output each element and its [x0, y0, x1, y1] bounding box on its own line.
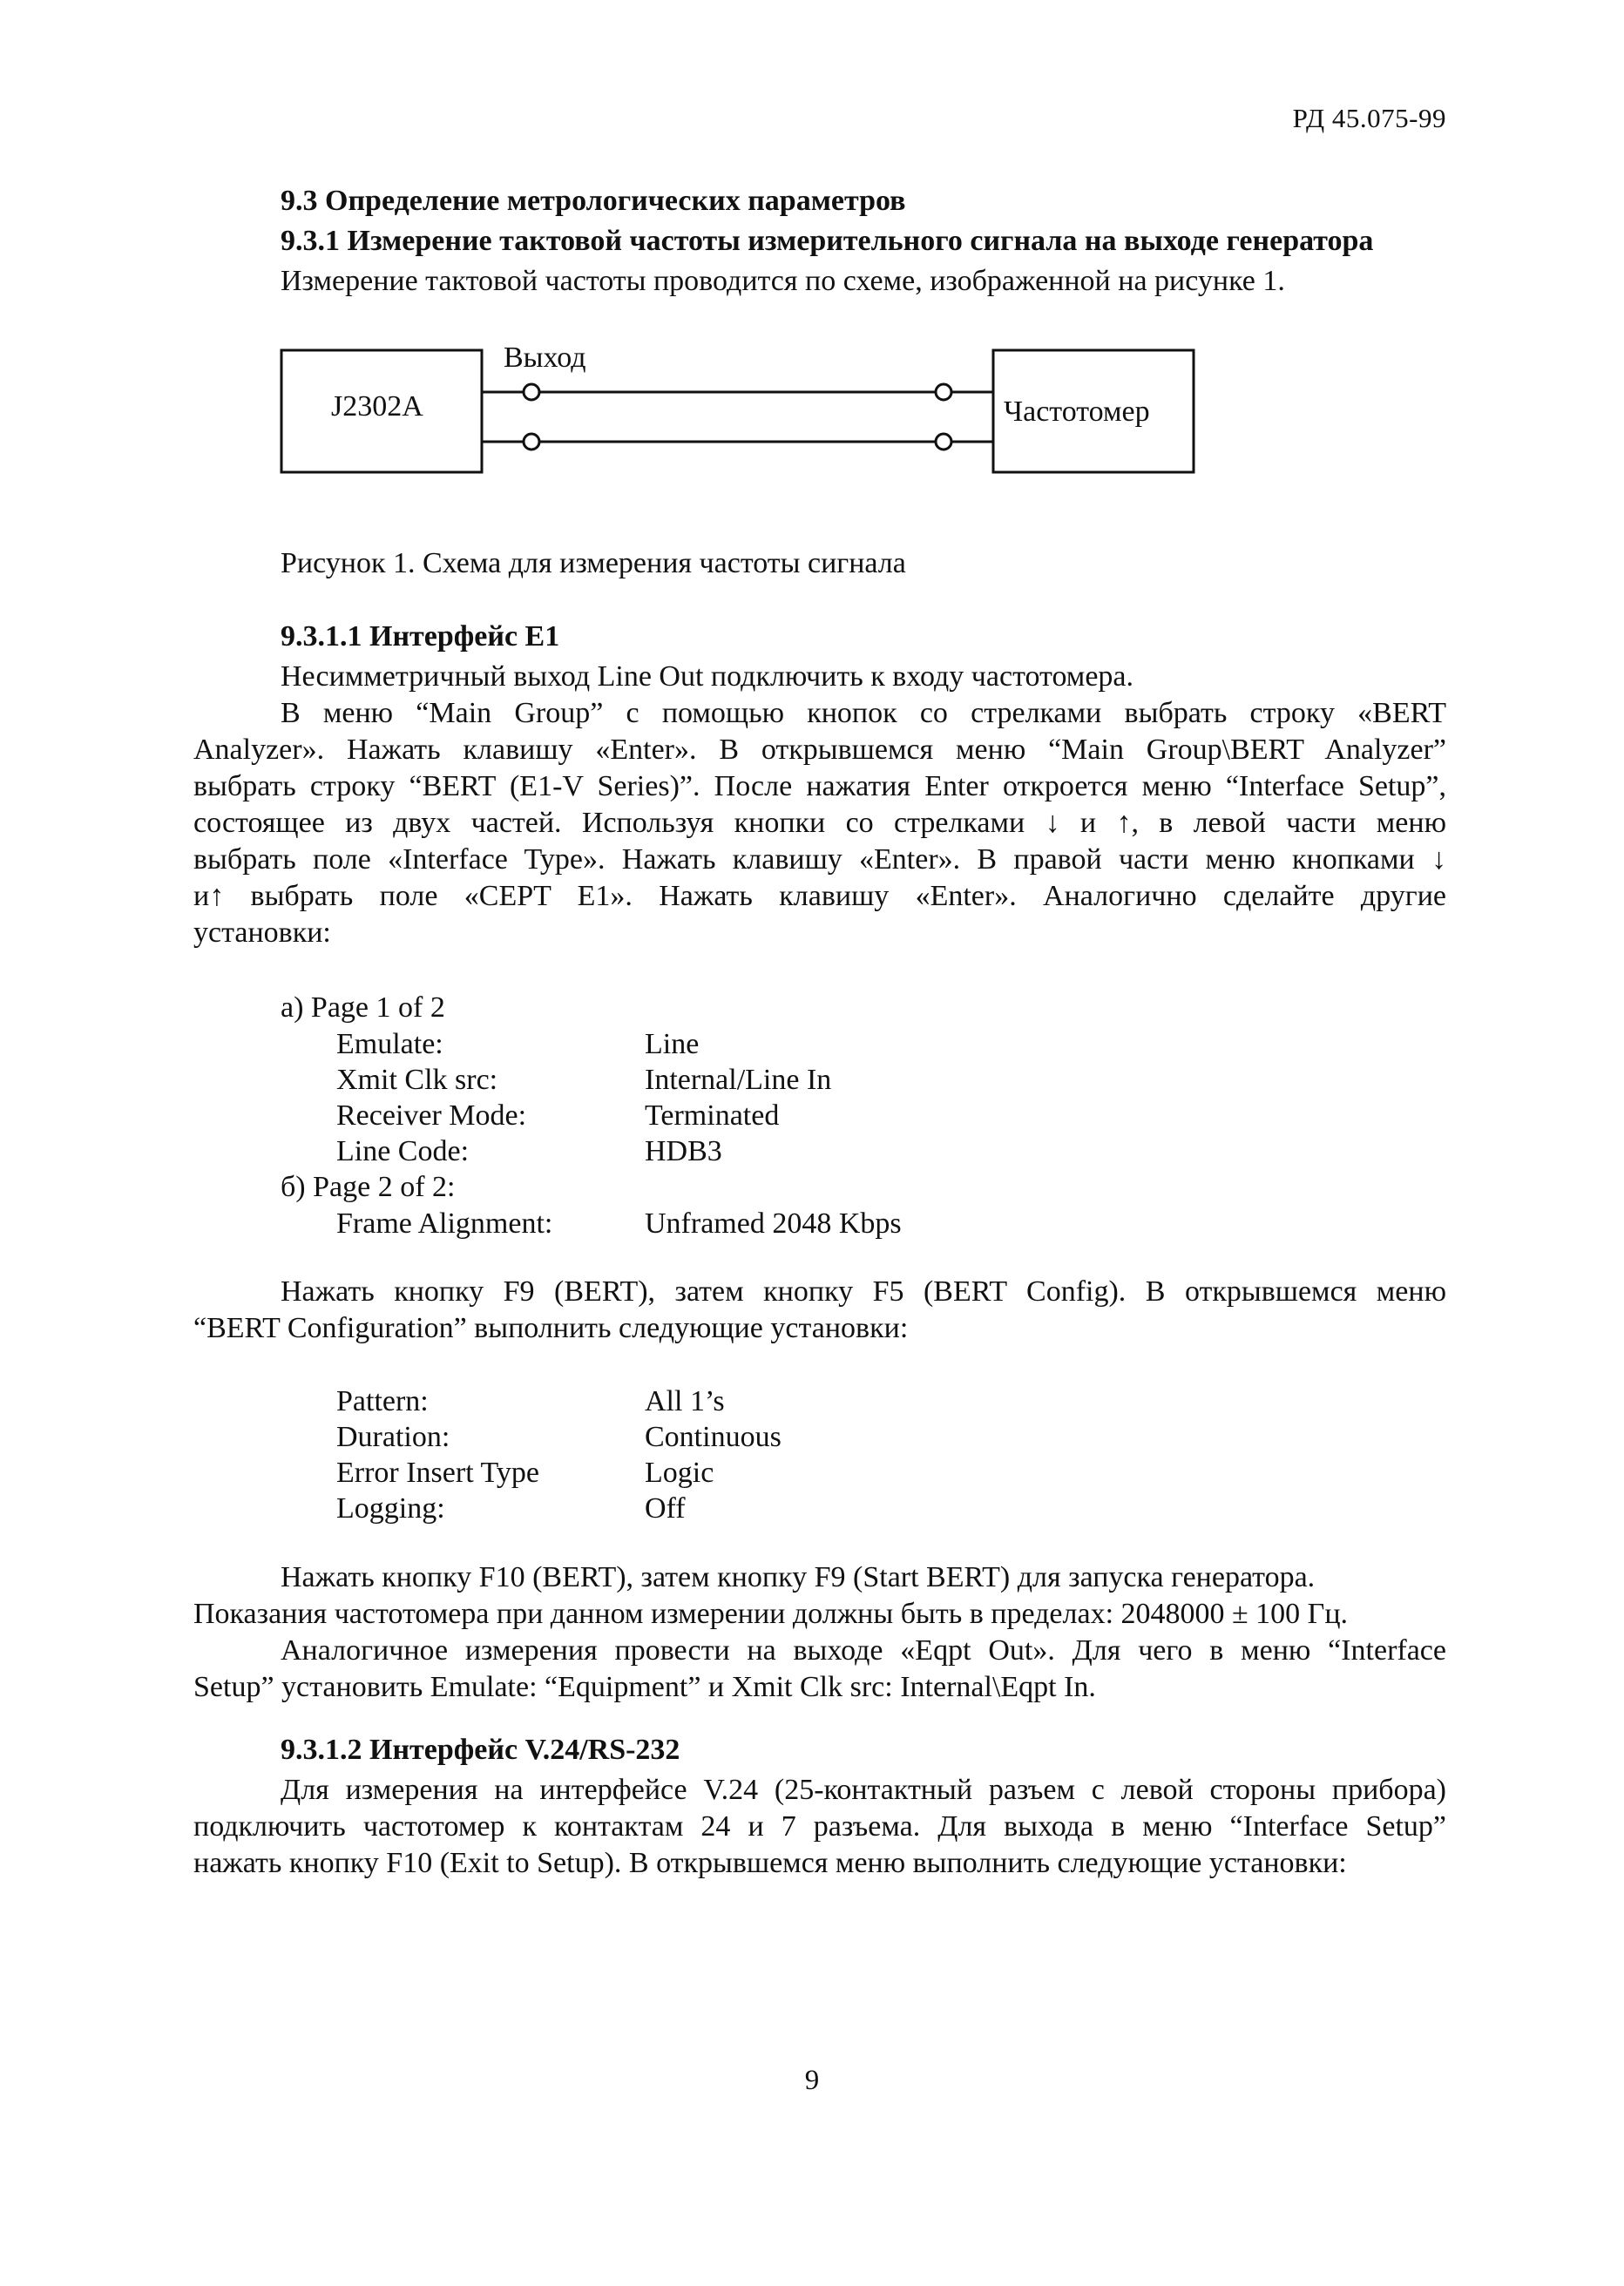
eqpt-out-paragraph	[193, 1633, 1446, 1706]
document-id: РД 45.075-99	[1292, 103, 1446, 133]
terminal-top-right	[936, 384, 951, 400]
paragraph-line: нажать кнопку F10 (Exit to Setup). В открывшемся меню выполнить следующие установки:	[193, 1847, 1347, 1879]
paragraph-line: Для измерения на интерфейсе V.24 (25-контактный разъем с левой стороны прибора)	[281, 1774, 1446, 1806]
paragraph-line: подключить частотомер к контактам 24 и 7 разъема. Для выхода в меню “Interface Setup”	[193, 1810, 1446, 1843]
settings-a-label: а) Page 1 of 2	[281, 991, 445, 1024]
frequency-meter-label: Частотомер	[1004, 396, 1150, 428]
bert-setting-key: Error Insert Type	[336, 1457, 540, 1489]
paragraph-line: выбрать строку “BERT (E1-V Series)”. После нажатия Enter откроется меню “Interface Setup”,	[193, 770, 1446, 802]
section-9-3-1-1-p1: Несимметричный выход Line Out подключить к входу частотомера.	[281, 660, 1133, 693]
settings-a-key: Xmit Clk src:	[336, 1064, 498, 1096]
output-label: Выход	[504, 342, 586, 374]
frequency-limits-line: Показания частотомера при данном измерении должны быть в пределах: 2048000 ± 100 Гц.	[193, 1598, 1349, 1630]
paragraph-line: “BERT Configuration” выполнить следующие установки:	[193, 1312, 909, 1344]
section-9-3-1-2-paragraph	[193, 1772, 1446, 1882]
settings-a-value: Line	[645, 1028, 700, 1060]
start-bert-line: Нажать кнопку F10 (BERT), затем кнопку F9 (Start BERT) для запуска генератора.	[281, 1561, 1316, 1593]
bert-setting-value: All 1’s	[645, 1385, 725, 1417]
section-9-3-1-2-title: 9.3.1.2 Интерфейс V.24/RS-232	[281, 1734, 680, 1766]
figure-1-diagram	[277, 340, 1218, 492]
bert-intro-paragraph	[193, 1274, 1446, 1347]
figure-1-caption: Рисунок 1. Схема для измерения частоты сигнала	[281, 547, 906, 579]
section-9-3-title: 9.3 Определение метрологических параметров	[281, 185, 906, 217]
settings-b-label: б) Page 2 of 2:	[281, 1171, 456, 1203]
paragraph-line: Аналогичное измерения провести на выходе «Eqpt Out». Для чего в меню “Interface	[281, 1634, 1446, 1667]
paragraph-line: Нажать кнопку F9 (BERT), затем кнопку F5 (BERT Config). В открывшемся меню	[281, 1275, 1446, 1308]
settings-a-value: HDB3	[645, 1135, 722, 1167]
paragraph-line: установки:	[193, 916, 331, 949]
settings-b-value: Unframed 2048 Kbps	[645, 1207, 902, 1240]
settings-b-key: Frame Alignment:	[336, 1207, 553, 1240]
section-9-3-1-1-title: 9.3.1.1 Интерфейс E1	[281, 620, 560, 653]
paragraph-line: и↑ выбрать поле «CEPT E1». Нажать клавишу «Enter». Аналогично сделайте другие	[193, 880, 1446, 912]
settings-a-value: Terminated	[645, 1099, 780, 1132]
bert-setting-key: Pattern:	[336, 1385, 429, 1417]
paragraph-line: выбрать поле «Interface Type». Нажать клавишу «Enter». В правой части меню кнопками ↓	[193, 843, 1446, 876]
paragraph-line: состоящее из двух частей. Используя кнопки со стрелками ↓ и ↑, в левой части меню	[193, 807, 1446, 839]
section-9-3-1-title: 9.3.1 Измерение тактовой частоты измерительного сигнала на выходе генератора	[281, 225, 1374, 257]
section-9-3-1-intro: Измерение тактовой частоты проводится по схеме, изображенной на рисунке 1.	[281, 265, 1285, 297]
bert-setting-key: Duration:	[336, 1421, 450, 1453]
paragraph-line: Analyzer». Нажать клавишу «Enter». В открывшемся меню “Main Group\BERT Analyzer”	[193, 734, 1446, 766]
bert-setting-key: Logging:	[336, 1492, 445, 1525]
section-9-3-1-1-p2	[193, 695, 1446, 951]
bert-setting-value: Logic	[645, 1457, 714, 1489]
generator-label: J2302A	[331, 390, 423, 423]
bert-setting-value: Off	[645, 1492, 686, 1525]
terminal-bottom-left	[524, 434, 539, 450]
bert-setting-value: Continuous	[645, 1421, 782, 1453]
page-number: 9	[804, 2065, 820, 2096]
paragraph-line: В меню “Main Group” с помощью кнопок со стрелками выбрать строку «BERT	[281, 697, 1446, 729]
paragraph-line: Setup” установить Emulate: “Equipment” и Xmit Clk src: Internal\Eqpt In.	[193, 1671, 1096, 1703]
settings-a-key: Receiver Mode:	[336, 1099, 527, 1132]
settings-a-key: Line Code:	[336, 1135, 470, 1167]
terminal-bottom-right	[936, 434, 951, 450]
settings-a-value: Internal/Line In	[645, 1064, 832, 1096]
settings-a-key: Emulate:	[336, 1028, 443, 1060]
terminal-top-left	[524, 384, 539, 400]
